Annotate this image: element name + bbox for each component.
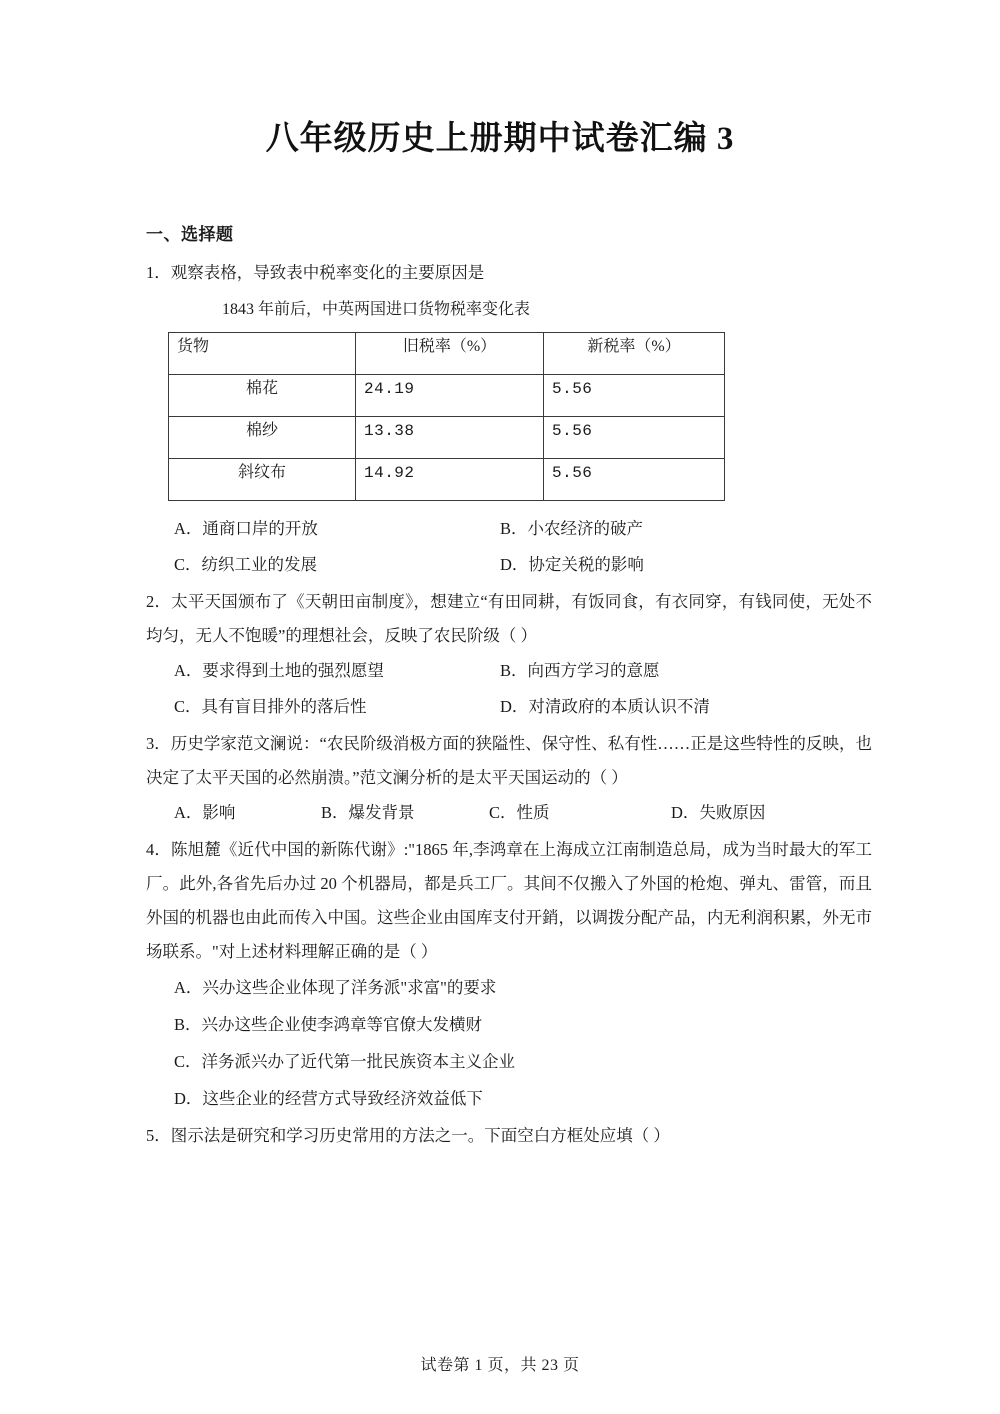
option-text: 对清政府的本质认识不清 [528,696,710,716]
option-3-d[interactable] [671,795,831,831]
option-text: 兴办这些企业使李鸿章等官僚大发横财 [201,1014,483,1034]
option-label: D． [500,696,529,716]
cell-goods: 斜纹布 [169,458,356,500]
question-5-text: 图示法是研究和学习历史常用的方法之一。下面空白方框处应填（ ） [170,1125,670,1145]
option-2-b[interactable] [500,653,840,689]
question-3-text: 历史学家范文澜说：“农民阶级消极方面的狭隘性、保守性、私有性……正是这些特性的反映，也决定了太平天国的必然崩溃。”范文澜分析的是太平天国运动的（ ） [146,733,872,787]
question-3-stem [146,727,872,795]
option-label: A． [174,660,203,680]
question-2-options [146,653,872,725]
option-text: 失败原因 [699,802,766,822]
question-5-number: 5． [146,1125,171,1145]
question-4-number: 4． [146,839,171,859]
option-label: A． [174,977,203,997]
option-text: 洋务派兴办了近代第一批民族资本主义企业 [201,1051,516,1071]
option-label: B． [500,660,528,680]
page-footer: 试卷第 1 页，共 23 页 [420,1357,580,1374]
option-label: C． [174,696,202,716]
table-header-goods: 货物 [169,332,356,374]
option-3-b[interactable] [321,795,489,831]
question-1-number: 1． [146,262,171,282]
cell-old-rate: 14.92 [356,458,544,500]
option-label: B． [321,802,349,822]
question-4-options [146,969,872,1117]
question-5-stem [146,1119,872,1153]
question-4-stem [146,833,872,969]
table-row [169,416,725,458]
option-text: 向西方学习的意愿 [527,660,660,680]
question-1-options [146,511,872,583]
question-5 [146,1119,872,1153]
option-label: C． [174,554,202,574]
table-caption: 1843 年前后，中英两国进口货物税率变化表 [222,300,531,318]
cell-new-rate: 5.56 [544,458,725,500]
option-1-a[interactable] [174,511,500,547]
option-label: D． [671,802,700,822]
option-label: B． [174,1014,202,1034]
section-heading: 一、选择题 [146,225,234,244]
option-text: 爆发背景 [348,802,415,822]
option-2-c[interactable] [174,689,500,725]
cell-new-rate: 5.56 [544,416,725,458]
question-1 [146,256,872,583]
option-text: 具有盲目排外的落后性 [201,696,367,716]
option-3-c[interactable] [489,795,671,831]
option-2-a[interactable] [174,653,500,689]
option-row [174,689,872,725]
option-text: 协定关税的影响 [528,554,644,574]
table-header-old-rate: 旧税率（%） [356,332,544,374]
table-header-row [169,332,725,374]
question-2-text: 太平天国颁布了《天朝田亩制度》，想建立“有田同耕，有饭同食，有衣同穿，有钱同使，无处不均匀，无人不饱暖”的理想社会，反映了农民阶级（ ） [146,591,873,645]
option-4-b[interactable] [174,1006,872,1043]
question-3-number: 3． [146,733,171,753]
option-text: 这些企业的经营方式导致经济效益低下 [202,1088,483,1108]
option-label: D． [500,554,529,574]
table-row [169,458,725,500]
option-text: 纺织工业的发展 [201,554,318,574]
question-3-options [146,795,872,831]
option-label: C． [489,802,517,822]
option-label: C． [174,1051,202,1071]
cell-old-rate: 13.38 [356,416,544,458]
cell-new-rate: 5.56 [544,374,725,416]
option-text: 通商口岸的开放 [202,518,318,538]
option-1-d[interactable] [500,547,840,583]
option-text: 影响 [202,802,236,822]
table-header-new-rate: 新税率（%） [544,332,725,374]
option-label: A． [174,802,203,822]
option-text: 性质 [516,802,550,822]
option-row [174,653,872,689]
option-3-a[interactable] [174,795,321,831]
question-3 [146,727,872,831]
option-4-d[interactable] [174,1080,872,1117]
question-4-text: 陈旭麓《近代中国的新陈代谢》:"1865 年,李鸿章在上海成立江南制造总局，成为当时最大的军工厂。此外,各省先后办过 20 个机器局，都是兵工厂。其间不仅搬入了外国的枪炮、弹丸、雷管，而且外国的机器也由此而传入中国。这些企业由国库支付开銷，以调拨分配产品，内无利润积累，外无市场联系。"对上述材料理解正确的是（ ） [146,839,872,961]
tax-rate-table [168,332,725,501]
option-1-b[interactable] [500,511,840,547]
cell-goods: 棉花 [169,374,356,416]
question-2-stem [146,585,872,653]
option-4-c[interactable] [174,1043,872,1080]
option-4-a[interactable] [174,969,872,1006]
option-1-c[interactable] [174,547,500,583]
document-body [146,222,872,1155]
option-label: D． [174,1088,203,1108]
cell-old-rate: 24.19 [356,374,544,416]
option-label: B． [500,518,528,538]
question-4 [146,833,872,1117]
table-row [169,374,725,416]
option-row [174,547,872,583]
option-text: 兴办这些企业体现了洋务派"求富"的要求 [202,977,497,997]
question-2-number: 2． [146,591,172,611]
question-1-text: 观察表格，导致表中税率变化的主要原因是 [170,262,485,282]
page-title: 八年级历史上册期中试卷汇编 3 [265,121,735,157]
option-2-d[interactable] [500,689,840,725]
question-1-stem [146,256,872,290]
tax-rate-table-wrapper [146,332,872,501]
cell-goods: 棉纱 [169,416,356,458]
question-2 [146,585,872,725]
option-label: A． [174,518,203,538]
option-text: 小农经济的破产 [527,518,644,538]
option-text: 要求得到土地的强烈愿望 [202,660,384,680]
option-row [174,511,872,547]
